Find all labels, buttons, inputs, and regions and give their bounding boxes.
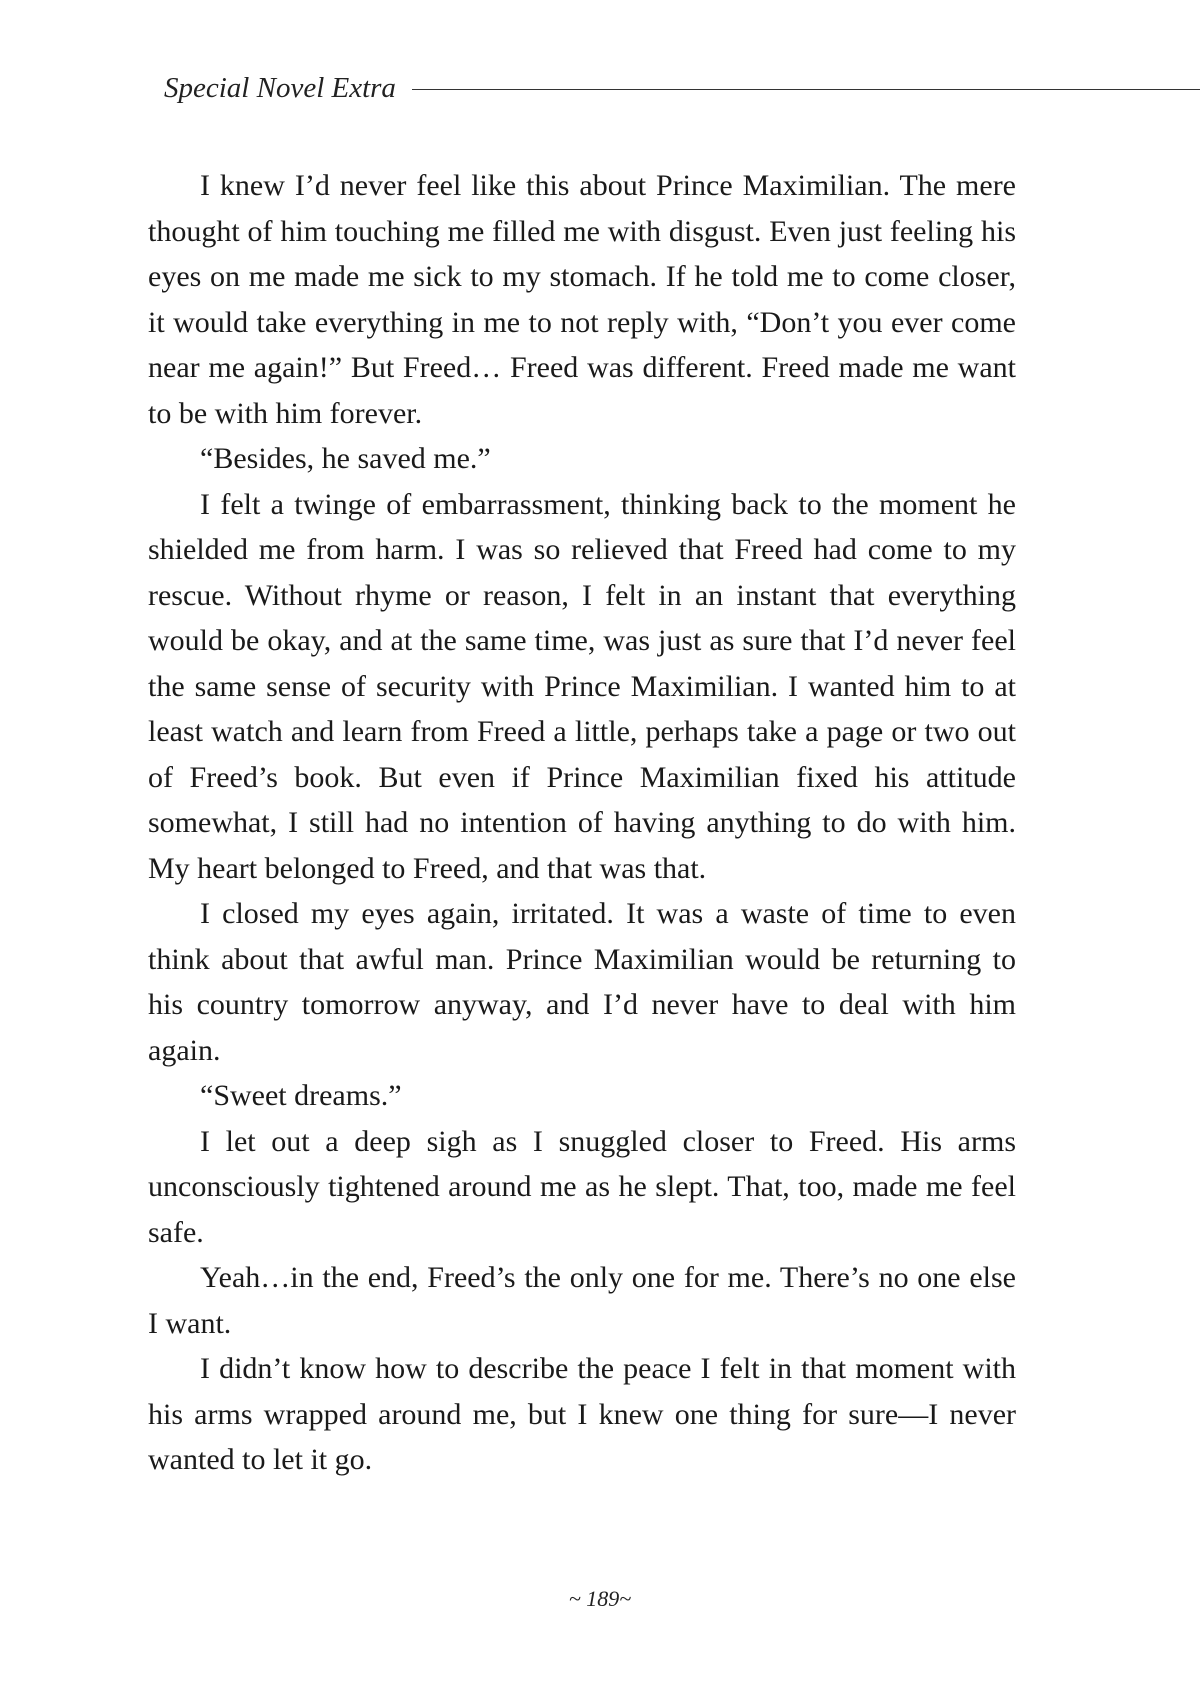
paragraph: I didn’t know how to describe the peace I felt in that moment with his arms wrapped around me, but I knew one thing for sure—I never wanted to let it go. [148,1352,1016,1476]
running-header [164,66,1200,110]
paragraph: “Sweet dreams.” [200,1079,402,1112]
paragraph: I closed my eyes again, irritated. It was a waste of time to even think about that awful man. Prince Maximilian would be returning to his country tomorrow anyway, and I’d never have to deal with him again. [148,897,1016,1067]
page-number: ~ 189~ [568,1586,632,1611]
header-rule [412,89,1200,90]
running-header-title: Special Novel Extra [164,71,396,104]
paragraph: “Besides, he saved me.” [200,442,491,475]
paragraph: I felt a twinge of embarrassment, thinking back to the moment he shielded me from harm. I was so relieved that Freed had come to my rescue. Without rhyme or reason, I felt in an instant that everything would be okay, and at the same time, was just as sure that I’d never feel the same sense of security with Prince Maximilian. I wanted him to at least watch and learn from Freed a little, perhaps take a page or two out of Freed’s book. But even if Prince Maximilian fixed his attitude somewhat, I still had no intention of having anything to do with him. My heart belonged to Freed, and that was that. [148,487,1016,885]
paragraph: I let out a deep sigh as I snuggled closer to Freed. His arms unconsciously tightened around me as he slept. That, too, made me feel safe. [148,1124,1016,1249]
paragraph: I knew I’d never feel like this about Prince Maximilian. The mere thought of him touching me filled me with disgust. Even just feeling his eyes on me made me sick to my stomach. If he told me to come closer, it would take everything in me to not reply with, “Don’t you ever come near me again!” But Freed… Freed was different. Freed made me want to be with him forever. [148,169,1016,430]
body-text [148,163,1016,1483]
paragraph: Yeah…in the end, Freed’s the only one for me. There’s no one else I want. [148,1261,1016,1340]
